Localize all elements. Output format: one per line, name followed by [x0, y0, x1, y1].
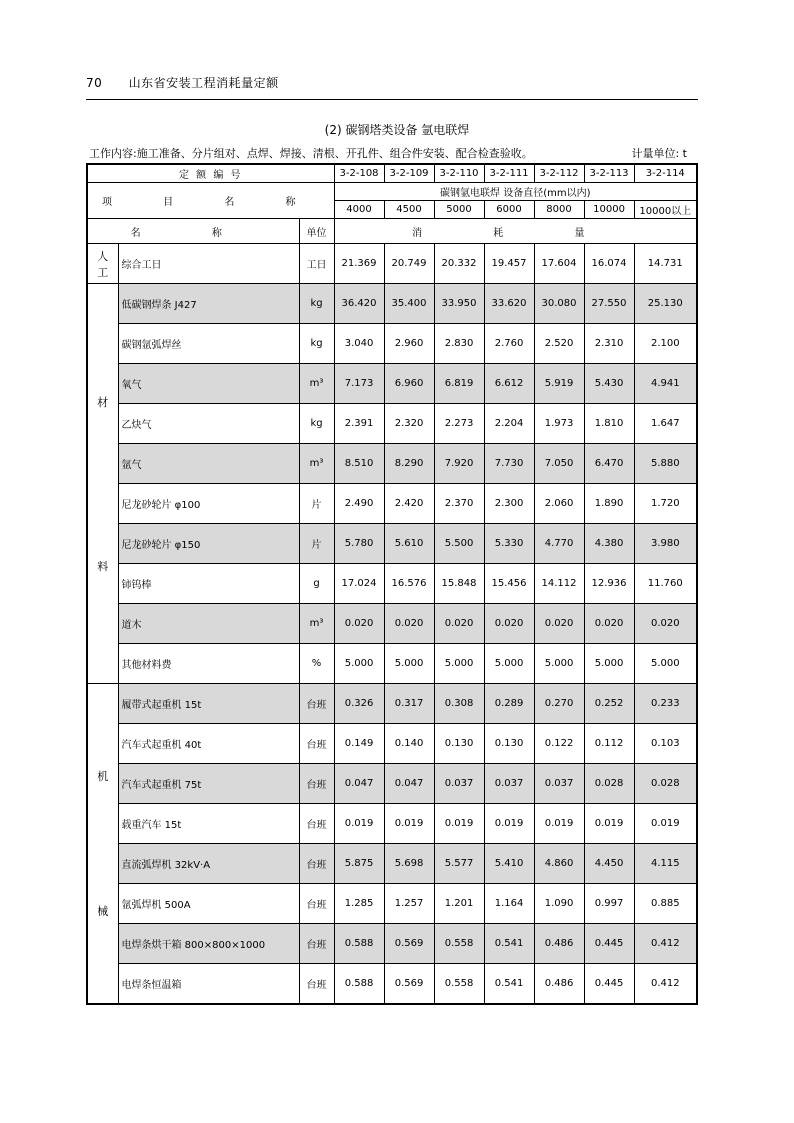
value-cell: 6.960: [384, 364, 434, 404]
item-name-cell: 载重汽车 15t: [118, 804, 299, 844]
value-cell: 4.450: [584, 844, 634, 884]
table-row: [87, 764, 697, 804]
value-cell: 2.273: [434, 404, 484, 444]
category-machine: [87, 684, 118, 1005]
table-row: [87, 324, 697, 364]
item-name-cell: 汽车式起重机 40t: [118, 724, 299, 764]
value-cell: 4.941: [634, 364, 697, 404]
unit-cell: 台班: [299, 884, 334, 924]
unit-cell: m³: [299, 364, 334, 404]
value-cell: 2.310: [584, 324, 634, 364]
value-cell: 0.047: [334, 764, 384, 804]
value-cell: 2.760: [484, 324, 534, 364]
table-row: [87, 524, 697, 564]
value-cell: 0.037: [434, 764, 484, 804]
value-cell: 3.040: [334, 324, 384, 364]
subtitle-row: [87, 183, 697, 201]
value-cell: 5.000: [384, 644, 434, 684]
value-cell: 6.612: [484, 364, 534, 404]
value-cell: 5.780: [334, 524, 384, 564]
table-row: [87, 684, 697, 724]
diameter-cell: 4000: [334, 201, 384, 219]
diameter-cell: 4500: [384, 201, 434, 219]
unit-cell: g: [299, 564, 334, 604]
item-name-cell: 直流弧焊机 32kV·A: [118, 844, 299, 884]
value-cell: 0.445: [584, 924, 634, 964]
value-cell: 1.890: [584, 484, 634, 524]
value-cell: 0.252: [584, 684, 634, 724]
table-row: [87, 364, 697, 404]
value-cell: 5.000: [434, 644, 484, 684]
value-cell: 5.919: [534, 364, 584, 404]
value-cell: 5.000: [334, 644, 384, 684]
unit-cell: 台班: [299, 684, 334, 724]
value-cell: 20.332: [434, 244, 484, 284]
value-cell: 0.020: [534, 604, 584, 644]
value-cell: 0.486: [534, 924, 584, 964]
value-cell: 15.456: [484, 564, 534, 604]
value-cell: 12.936: [584, 564, 634, 604]
value-cell: 6.819: [434, 364, 484, 404]
value-cell: 2.370: [434, 484, 484, 524]
unit-cell: 片: [299, 484, 334, 524]
value-cell: 0.019: [634, 804, 697, 844]
diameter-cell: 6000: [484, 201, 534, 219]
table-row: [87, 484, 697, 524]
value-cell: 2.520: [534, 324, 584, 364]
unit-cell: 台班: [299, 804, 334, 844]
value-cell: 0.047: [384, 764, 434, 804]
value-cell: 0.289: [484, 684, 534, 724]
category-char: 人: [97, 249, 109, 263]
value-cell: 0.019: [434, 804, 484, 844]
header-rule: [86, 99, 698, 100]
value-cell: 8.290: [384, 444, 434, 484]
item-name-cell: 综合工日: [118, 244, 299, 284]
value-cell: 33.950: [434, 284, 484, 324]
value-cell: 2.300: [484, 484, 534, 524]
value-cell: 0.130: [484, 724, 534, 764]
value-cell: 6.470: [584, 444, 634, 484]
value-cell: 0.019: [334, 804, 384, 844]
unit-cell: 工日: [299, 244, 334, 284]
value-cell: 17.024: [334, 564, 384, 604]
value-cell: 0.569: [384, 924, 434, 964]
value-cell: 2.060: [534, 484, 584, 524]
value-cell: 0.103: [634, 724, 697, 764]
value-cell: 2.391: [334, 404, 384, 444]
value-cell: 2.100: [634, 324, 697, 364]
value-cell: 0.412: [634, 924, 697, 964]
item-name-cell: 氩弧焊机 500A: [118, 884, 299, 924]
category-char: 材: [97, 395, 109, 409]
value-cell: 0.326: [334, 684, 384, 724]
value-cell: 0.588: [334, 924, 384, 964]
name-column-header: 名 称: [87, 219, 299, 244]
value-cell: 0.020: [584, 604, 634, 644]
value-cell: 0.130: [434, 724, 484, 764]
code-cell: 3-2-114: [634, 164, 697, 183]
unit-cell: m³: [299, 444, 334, 484]
value-cell: 14.731: [634, 244, 697, 284]
value-cell: 4.770: [534, 524, 584, 564]
value-cell: 5.000: [634, 644, 697, 684]
value-cell: 1.810: [584, 404, 634, 444]
value-cell: 0.019: [384, 804, 434, 844]
table-row: [87, 244, 697, 284]
category-char: 工: [97, 265, 109, 279]
value-cell: 1.285: [334, 884, 384, 924]
value-cell: 0.308: [434, 684, 484, 724]
code-header-row: [87, 164, 697, 183]
value-cell: 5.000: [534, 644, 584, 684]
value-cell: 5.000: [484, 644, 534, 684]
value-cell: 11.760: [634, 564, 697, 604]
item-name-cell: 低碳钢焊条 J427: [118, 284, 299, 324]
category-char: 料: [97, 559, 109, 573]
value-cell: 0.997: [584, 884, 634, 924]
value-cell: 15.848: [434, 564, 484, 604]
value-cell: 0.317: [384, 684, 434, 724]
code-cell: 3-2-110: [434, 164, 484, 183]
value-cell: 0.037: [534, 764, 584, 804]
measure-unit: 计量单位: t: [631, 147, 687, 160]
value-cell: 0.037: [484, 764, 534, 804]
section-title: (2) 碳钢塔类设备 氩电联焊: [324, 123, 470, 137]
value-cell: 5.577: [434, 844, 484, 884]
diameter-cell: 10000: [584, 201, 634, 219]
code-cell: 3-2-111: [484, 164, 534, 183]
value-cell: 16.576: [384, 564, 434, 604]
item-name-cell: 汽车式起重机 75t: [118, 764, 299, 804]
value-cell: 4.860: [534, 844, 584, 884]
category-char: 械: [97, 905, 109, 918]
quota-code-label: 定 额 编 号: [87, 164, 334, 183]
value-cell: 2.830: [434, 324, 484, 364]
item-name-cell: 道木: [118, 604, 299, 644]
value-cell: 1.090: [534, 884, 584, 924]
value-cell: 2.960: [384, 324, 434, 364]
book-title: 山东省安装工程消耗量定额: [128, 76, 279, 90]
value-cell: 0.270: [534, 684, 584, 724]
value-cell: 2.204: [484, 404, 534, 444]
page-header: [86, 74, 279, 91]
value-cell: 3.980: [634, 524, 697, 564]
value-cell: 0.558: [434, 964, 484, 1005]
value-cell: 0.140: [384, 724, 434, 764]
diameter-cell: 10000以上: [634, 201, 697, 219]
value-cell: 25.130: [634, 284, 697, 324]
unit-cell: 台班: [299, 764, 334, 804]
quota-table-body: [87, 164, 697, 1004]
category-material: [87, 284, 118, 684]
unit-cell: 台班: [299, 844, 334, 884]
value-cell: 0.020: [434, 604, 484, 644]
value-cell: 1.647: [634, 404, 697, 444]
code-cell: 3-2-113: [584, 164, 634, 183]
value-cell: 5.875: [334, 844, 384, 884]
value-cell: 5.000: [584, 644, 634, 684]
value-cell: 7.173: [334, 364, 384, 404]
value-cell: 14.112: [534, 564, 584, 604]
value-cell: 5.330: [484, 524, 534, 564]
value-cell: 1.973: [534, 404, 584, 444]
value-cell: 0.885: [634, 884, 697, 924]
value-cell: 4.115: [634, 844, 697, 884]
value-cell: 1.201: [434, 884, 484, 924]
item-name-cell: 氩气: [118, 444, 299, 484]
value-cell: 0.122: [534, 724, 584, 764]
value-cell: 7.920: [434, 444, 484, 484]
value-cell: 0.020: [484, 604, 534, 644]
value-cell: 0.019: [484, 804, 534, 844]
value-cell: 36.420: [334, 284, 384, 324]
unit-cell: 片: [299, 524, 334, 564]
table-row: [87, 724, 697, 764]
item-name-cell: 氧气: [118, 364, 299, 404]
value-cell: 0.233: [634, 684, 697, 724]
item-name-cell: 乙炔气: [118, 404, 299, 444]
value-cell: 0.588: [334, 964, 384, 1005]
value-cell: 0.019: [534, 804, 584, 844]
work-content: 工作内容:施工准备、分片组对、点焊、焊接、清根、开孔件、组合件安装、配合检查验收。: [89, 147, 533, 160]
value-cell: 5.500: [434, 524, 484, 564]
value-cell: 27.550: [584, 284, 634, 324]
value-cell: 0.541: [484, 964, 534, 1005]
value-cell: 0.412: [634, 964, 697, 1005]
value-cell: 2.490: [334, 484, 384, 524]
value-cell: 20.749: [384, 244, 434, 284]
value-cell: 33.620: [484, 284, 534, 324]
unit-cell: kg: [299, 404, 334, 444]
value-cell: 5.430: [584, 364, 634, 404]
diameter-cell: 8000: [534, 201, 584, 219]
value-cell: 16.074: [584, 244, 634, 284]
page-number: 70: [86, 76, 103, 90]
unit-column-header: 单位: [299, 219, 334, 244]
value-cell: 30.080: [534, 284, 584, 324]
value-cell: 0.028: [584, 764, 634, 804]
code-cell: 3-2-112: [534, 164, 584, 183]
value-cell: 1.164: [484, 884, 534, 924]
value-cell: 17.604: [534, 244, 584, 284]
diameter-subtitle: 碳钢氩电联焊 设备直径(mm以内): [334, 183, 697, 201]
work-content-line: [89, 145, 687, 161]
diameter-cell: 5000: [434, 201, 484, 219]
table-row: [87, 404, 697, 444]
table-row: [87, 924, 697, 964]
item-name-cell: 其他材料费: [118, 644, 299, 684]
value-cell: 0.541: [484, 924, 534, 964]
value-cell: 0.445: [584, 964, 634, 1005]
item-name-cell: 尼龙砂轮片 φ150: [118, 524, 299, 564]
item-name-cell: 尼龙砂轮片 φ100: [118, 484, 299, 524]
value-cell: 0.020: [384, 604, 434, 644]
value-cell: 2.420: [384, 484, 434, 524]
value-cell: 0.112: [584, 724, 634, 764]
value-cell: 0.028: [634, 764, 697, 804]
item-name-cell: 碳钢氩弧焊丝: [118, 324, 299, 364]
unit-cell: 台班: [299, 964, 334, 1005]
value-cell: 19.457: [484, 244, 534, 284]
unit-cell: kg: [299, 324, 334, 364]
value-cell: 5.698: [384, 844, 434, 884]
value-cell: 0.486: [534, 964, 584, 1005]
unit-cell: 台班: [299, 724, 334, 764]
value-cell: 0.019: [584, 804, 634, 844]
value-cell: 21.369: [334, 244, 384, 284]
table-row: [87, 884, 697, 924]
table-row: [87, 564, 697, 604]
column-header-row: [87, 219, 697, 244]
item-name-label: 项 目 名 称: [87, 183, 334, 219]
value-cell: 0.020: [634, 604, 697, 644]
value-cell: 0.569: [384, 964, 434, 1005]
category-labor: [87, 244, 118, 284]
value-cell: 0.149: [334, 724, 384, 764]
value-cell: 7.730: [484, 444, 534, 484]
value-cell: 0.020: [334, 604, 384, 644]
value-cell: 1.257: [384, 884, 434, 924]
item-name-cell: 电焊条恒温箱: [118, 964, 299, 1005]
value-cell: 8.510: [334, 444, 384, 484]
table-row: [87, 644, 697, 684]
table-row: [87, 844, 697, 884]
value-cell: 5.610: [384, 524, 434, 564]
table-row: [87, 604, 697, 644]
code-cell: 3-2-109: [384, 164, 434, 183]
consumption-column-header: 消 耗 量: [334, 219, 697, 244]
unit-cell: kg: [299, 284, 334, 324]
value-cell: 0.558: [434, 924, 484, 964]
table-row: [87, 444, 697, 484]
quota-table: [86, 163, 698, 1005]
table-row: [87, 284, 697, 324]
table-row: [87, 964, 697, 1005]
code-cell: 3-2-108: [334, 164, 384, 183]
value-cell: 5.410: [484, 844, 534, 884]
item-name-cell: 电焊条烘干箱 800×800×1000: [118, 924, 299, 964]
value-cell: 4.380: [584, 524, 634, 564]
table-row: [87, 804, 697, 844]
unit-cell: %: [299, 644, 334, 684]
value-cell: 2.320: [384, 404, 434, 444]
item-name-cell: 履带式起重机 15t: [118, 684, 299, 724]
unit-cell: m³: [299, 604, 334, 644]
category-char: 机: [97, 770, 109, 783]
value-cell: 1.720: [634, 484, 697, 524]
value-cell: 35.400: [384, 284, 434, 324]
item-name-cell: 铈钨棒: [118, 564, 299, 604]
value-cell: 5.880: [634, 444, 697, 484]
value-cell: 7.050: [534, 444, 584, 484]
unit-cell: 台班: [299, 924, 334, 964]
